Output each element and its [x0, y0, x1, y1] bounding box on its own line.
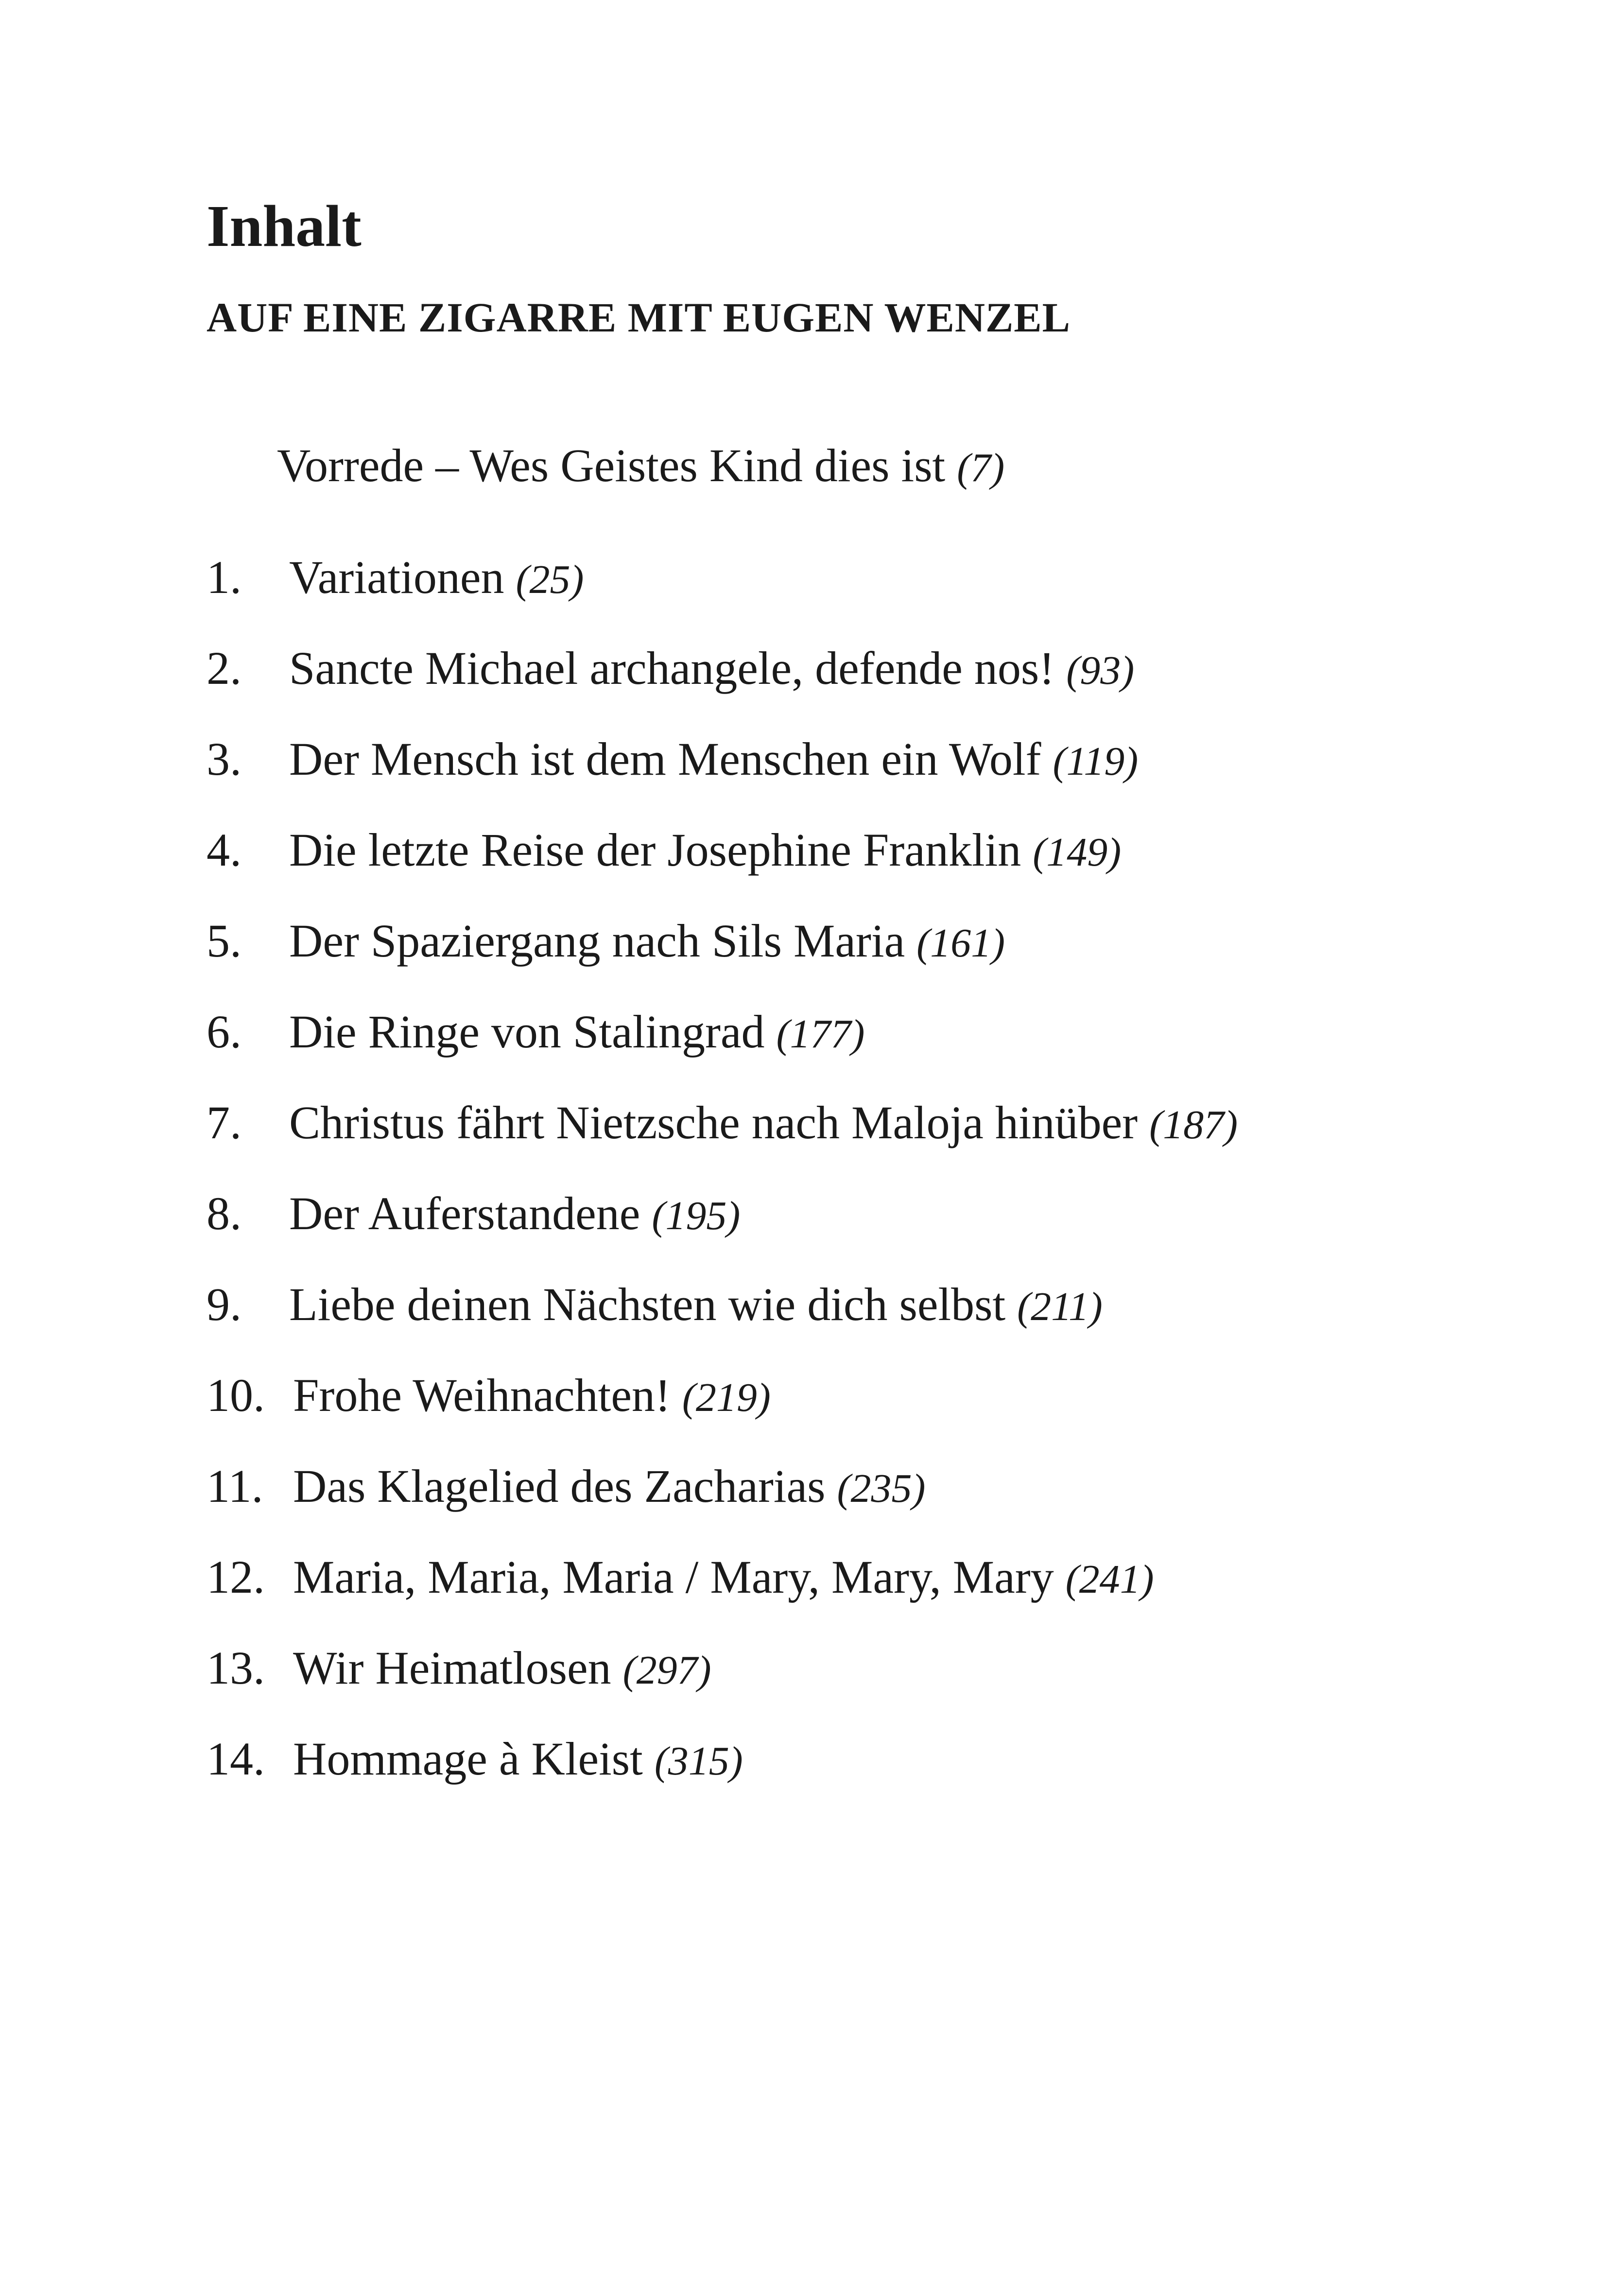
toc-entry — [207, 642, 1238, 736]
toc-entry-page: (211) — [1017, 1284, 1103, 1329]
toc-entry-title: Das Klagelied des Zacharias — [293, 1460, 826, 1512]
toc-entry-title: Maria, Maria, Maria / Mary, Mary, Mary — [293, 1551, 1054, 1603]
toc-entry-number: 8. — [207, 1187, 242, 1239]
toc-entry-number: 13. — [207, 1642, 265, 1694]
toc-entry-number: 4. — [207, 824, 242, 876]
toc-entry-page: (315) — [654, 1739, 743, 1784]
page-title: Inhalt — [207, 193, 362, 259]
toc-entry — [207, 1642, 1238, 1736]
toc-entry-page: (93) — [1066, 648, 1135, 693]
book-subtitle: AUF EINE ZIGARRE MIT EUGEN WENZEL — [207, 294, 1071, 341]
toc-entry-number: 11. — [207, 1460, 263, 1512]
toc-entry-number: 7. — [207, 1096, 242, 1148]
toc-entry-number: 1. — [207, 551, 242, 603]
toc-entry-page: (149) — [1033, 830, 1122, 875]
toc-entry-title: Frohe Weihnachten! — [293, 1369, 671, 1421]
toc-entry-title: Der Auferstandene — [289, 1187, 640, 1239]
toc-entry — [207, 1733, 1238, 1826]
toc-preface — [277, 439, 1005, 491]
toc-entry-number: 14. — [207, 1733, 265, 1785]
toc-entry — [207, 733, 1238, 827]
toc-entry-title: Christus fährt Nietzsche nach Maloja hinüber — [289, 1096, 1138, 1148]
toc-entry-number: 5. — [207, 915, 242, 967]
toc-entry-number: 3. — [207, 733, 242, 785]
toc-list — [207, 551, 1238, 1826]
toc-entry — [207, 551, 1238, 645]
toc-entry-page: (235) — [837, 1466, 926, 1511]
toc-entry — [207, 824, 1238, 918]
toc-entry — [207, 915, 1238, 1009]
toc-entry — [207, 1369, 1238, 1463]
toc-entry — [207, 1096, 1238, 1190]
toc-entry-title: Sancte Michael archangele, defende nos! — [289, 642, 1055, 694]
toc-entry — [207, 1187, 1238, 1281]
toc-entry-number: 9. — [207, 1278, 242, 1330]
toc-entry — [207, 1551, 1238, 1645]
toc-entry-title: Die Ringe von Stalingrad — [289, 1006, 765, 1058]
toc-entry-number: 12. — [207, 1551, 265, 1603]
toc-entry-number: 6. — [207, 1006, 242, 1058]
toc-entry-title: Variationen — [289, 551, 504, 603]
toc-entry-page: (119) — [1053, 739, 1139, 784]
toc-entry-title: Liebe deinen Nächsten wie dich selbst — [289, 1278, 1006, 1330]
toc-entry-title: Hommage à Kleist — [293, 1733, 643, 1785]
toc-entry-page: (161) — [916, 921, 1005, 966]
toc-entry — [207, 1278, 1238, 1372]
toc-entry-page: (195) — [652, 1193, 741, 1238]
toc-entry-page: (241) — [1065, 1557, 1154, 1602]
toc-entry-title: Der Mensch ist dem Menschen ein Wolf — [289, 733, 1041, 785]
toc-entry-page: (219) — [682, 1375, 771, 1420]
toc-entry-title: Der Spaziergang nach Sils Maria — [289, 915, 905, 967]
toc-preface-page: (7) — [957, 445, 1005, 490]
toc-entry-page: (187) — [1149, 1102, 1238, 1148]
toc-entry-title: Wir Heimatlosen — [293, 1642, 611, 1694]
toc-entry-title: Die letzte Reise der Josephine Franklin — [289, 824, 1021, 876]
toc-entry — [207, 1460, 1238, 1554]
toc-entry — [207, 1006, 1238, 1099]
toc-preface-text: Vorrede – Wes Geistes Kind dies ist — [277, 439, 946, 491]
toc-entry-number: 10. — [207, 1369, 265, 1421]
toc-entry-number: 2. — [207, 642, 242, 694]
toc-entry-page: (297) — [622, 1648, 711, 1693]
toc-entry-page: (25) — [516, 557, 584, 602]
toc-entry-page: (177) — [776, 1011, 865, 1057]
